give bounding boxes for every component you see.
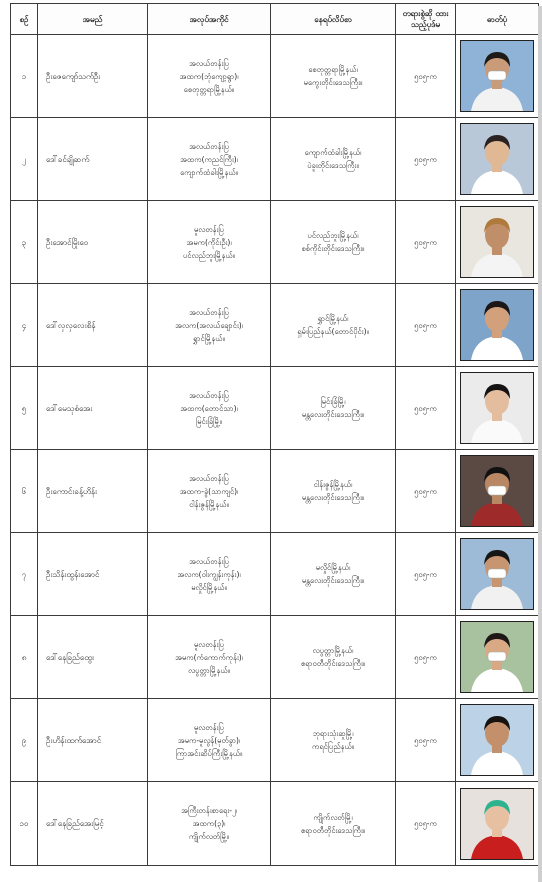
person-name: ဦးဟိန်းထက်အောင် (38, 699, 148, 782)
person-photo (460, 455, 534, 527)
job-line: မူလတန်းပြ (194, 224, 224, 234)
table-row (11, 201, 539, 284)
charge-section: ၅၀၅-က (396, 450, 456, 533)
photo-cell (456, 699, 539, 782)
job-line: အထက(တောင်သာ)၊ (180, 403, 238, 413)
address-cell (271, 367, 396, 450)
job-cell (148, 782, 271, 866)
table-row (11, 35, 539, 118)
row-number: ၉ (11, 699, 38, 782)
job-line: အလယ်တန်းပြ (189, 473, 229, 483)
charge-section: ၅၀၅-က (396, 533, 456, 616)
row-number: ၃ (11, 201, 38, 284)
person-photo (460, 538, 534, 610)
job-cell (148, 284, 271, 367)
charge-section: ၅၀၅-က (396, 616, 456, 699)
address-line: လပွတ္တာမြို့နယ်၊ (312, 646, 354, 655)
header-section: တရားစွဲဆို ထားသည့်ပုဒ်မ (396, 4, 456, 35)
job-cell (148, 616, 271, 699)
address-line: ကရင်ပြည်နယ်။ (311, 742, 355, 751)
address-line: ပင်လည်ဘူးမြို့နယ်၊ (307, 231, 359, 240)
job-line: မလှိုင်မြို့နယ်။ (191, 582, 227, 592)
photo-cell (456, 201, 539, 284)
person-name: ဦးသိန်းထွန်းအောင် (38, 533, 148, 616)
person-photo (460, 704, 534, 776)
job-line: အလက(အလယ်ချောင်း)၊ (175, 320, 243, 330)
job-line: အမက(ကိုင်းဦး)၊ (186, 237, 232, 247)
address-line: မန္တလေးတိုင်းဒေသကြီး။ (301, 410, 365, 419)
job-line: လပွတ္တာမြို့နယ်။ (188, 665, 230, 675)
job-line: အထက(ဘုံကျော့ရွာ)၊ (179, 71, 239, 81)
header-no: စဉ် (11, 4, 38, 35)
person-photo (460, 40, 534, 112)
job-line: ရွှာင်မြို့နယ်။ (193, 333, 225, 343)
job-cell (148, 35, 271, 118)
header-job: အလုပ်အကိုင် (148, 4, 271, 35)
address-line: ကျောက်ထံခါးမြို့နယ်၊ (304, 148, 362, 157)
address-cell (271, 699, 396, 782)
address-line: မန္တလေးတိုင်းဒေသကြီး။ (301, 493, 365, 502)
row-number: ၅ (11, 367, 38, 450)
person-photo (460, 289, 534, 361)
job-line: အလယ်တန်းပြ (189, 141, 229, 151)
person-name: ဦးအောင်မြိုးဝေ (38, 201, 148, 284)
job-line: အလယ်တန်းပြ (189, 556, 229, 566)
row-number: ၆ (11, 450, 38, 533)
job-cell (148, 118, 271, 201)
job-cell (148, 201, 271, 284)
address-line: ဘုရားသုံးဆူမြို့၊ (312, 729, 354, 738)
table-row (11, 450, 539, 533)
photo-cell (456, 450, 539, 533)
address-line: မလှိုင်မြို့နယ်၊ (315, 563, 351, 572)
charge-section: ၅၀၅-က (396, 782, 456, 866)
job-line: အမက-မူလွန်(မုတ်ခွာ)၊ (177, 735, 241, 745)
row-number: ၂ (11, 118, 38, 201)
photo-cell (456, 284, 539, 367)
charge-section: ၅၀၅-က (396, 284, 456, 367)
person-name: ဒေါ်မေသုစံအေး (38, 367, 148, 450)
address-cell (271, 450, 396, 533)
job-line: အထက-ခွဲ(သာကျင်)၊ (179, 486, 239, 496)
header-name: အမည် (38, 4, 148, 35)
header-address: နေရပ်လိပ်စာ (271, 4, 396, 35)
table-row (11, 533, 539, 616)
job-line: အကြီးတန်းစာရေး-၂၊ (181, 806, 237, 815)
address-cell (271, 35, 396, 118)
job-line: ပင်လည်ဘူးမြို့နယ်။ (183, 250, 235, 260)
job-cell (148, 533, 271, 616)
charge-section: ၅၀၅-က (396, 699, 456, 782)
row-number: ၄ (11, 284, 38, 367)
address-cell (271, 201, 396, 284)
job-line: ကျောက်ထံခါးမြို့နယ်။ (180, 167, 238, 177)
photo-cell (456, 616, 539, 699)
job-line: အလယ်တန်းပြ (189, 390, 229, 400)
charge-section: ၅၀၅-က (396, 367, 456, 450)
table-header-row (11, 4, 539, 35)
row-number: ၇ (11, 533, 38, 616)
table-row (11, 782, 539, 866)
teachers-table-sheet (10, 3, 538, 879)
page-edge-shadow (538, 6, 542, 882)
job-line: စေတုတ္တရာမြို့နယ်။ (183, 84, 235, 94)
address-line: စေတုတ္တရာမြို့နယ်၊ (308, 65, 358, 74)
address-cell (271, 118, 396, 201)
person-name: ဦးဇေကျော်သက်ဦး (38, 35, 148, 118)
job-line: မြင်းခြံမြို့။ (195, 416, 223, 426)
address-line: မကွေးတိုင်းဒေသကြီး။ (303, 78, 363, 87)
job-cell (148, 450, 271, 533)
table-row (11, 367, 539, 450)
table-row (11, 699, 539, 782)
job-line: မူလတန်းပြ (194, 722, 224, 732)
table-row (11, 284, 539, 367)
job-line: အလယ်တန်းပြ (189, 307, 229, 317)
person-photo (460, 123, 534, 195)
address-line: မန္တလေးတိုင်းဒေသကြီး။ (301, 576, 365, 585)
person-name: ဒေါ်နေခြည်ထွေး (38, 616, 148, 699)
charge-section: ၅၀၅-က (396, 201, 456, 284)
job-line: အထက(၃)၊ (192, 819, 226, 828)
photo-cell (456, 533, 539, 616)
address-line: ငါန်းဇွန်မြို့နယ်၊ (313, 480, 353, 489)
header-photo: ဓာတ်ပုံ (456, 4, 539, 35)
job-line: အမက(ကံကောက်ကုန်း)၊ (175, 652, 243, 662)
photo-cell (456, 118, 539, 201)
row-number: ၈ (11, 616, 38, 699)
charge-section: ၅၀၅-က (396, 118, 456, 201)
address-cell (271, 533, 396, 616)
table-row (11, 616, 539, 699)
address-line: ဧရာဝတီတိုင်းဒေသကြီး။ (300, 659, 366, 668)
person-photo (460, 372, 534, 444)
person-photo (460, 621, 534, 693)
address-line: ပဲခူးတိုင်းဒေသကြီး။ (307, 161, 359, 170)
address-cell (271, 284, 396, 367)
address-line: ကျိုက်လတ်မြို့၊ (313, 812, 353, 822)
row-number: ၁၀ (11, 782, 38, 866)
address-line: ရှမ်းပြည်နယ်(တောင်ပိုင်း)။ (297, 327, 369, 336)
address-cell (271, 782, 396, 866)
job-line: အလယ်တန်းပြ (189, 58, 229, 68)
address-line: မြင်းခြံမြို့၊ (320, 397, 346, 406)
person-name: ဒေါ်လှလှလေးစိန် (38, 284, 148, 367)
job-cell (148, 699, 271, 782)
person-name: ဒေါ်နေခြည်အေးမြင့် (38, 782, 148, 866)
job-cell (148, 367, 271, 450)
address-line: ရွှာင်မြို့နယ်၊ (317, 314, 349, 323)
row-number: ၁ (11, 35, 38, 118)
teachers-table (10, 3, 539, 866)
charge-section: ၅၀၅-က (396, 35, 456, 118)
person-photo (460, 206, 534, 278)
person-name: ဦးကောင်းခန့်ဟိန်း (38, 450, 148, 533)
photo-cell (456, 35, 539, 118)
person-photo (460, 788, 534, 860)
address-line: ဧရာဝတီတိုင်းဒေသကြီး။ (300, 825, 366, 835)
job-line: ကျိုက်လတ်မြို့။ (188, 832, 230, 841)
job-line: အလက(ဝါးကျွန်းကုန်း)၊ (177, 569, 241, 579)
address-line: စစ်ကိုင်းတိုင်းဒေသကြီး။ (301, 244, 365, 253)
photo-cell (456, 367, 539, 450)
job-line: ကြာအင်းဆိပ်ကြီးမြို့နယ်။ (175, 748, 243, 758)
person-name: ဒေါ်ခင်ချိုဆက် (38, 118, 148, 201)
job-line: ငါန်းဇွန်မြို့နယ်။ (189, 499, 229, 509)
job-line: အထက(ကညင်ကြီး)၊ (180, 154, 238, 164)
photo-cell (456, 782, 539, 866)
table-row (11, 118, 539, 201)
job-line: မူလတန်းပြ (194, 639, 224, 649)
address-cell (271, 616, 396, 699)
